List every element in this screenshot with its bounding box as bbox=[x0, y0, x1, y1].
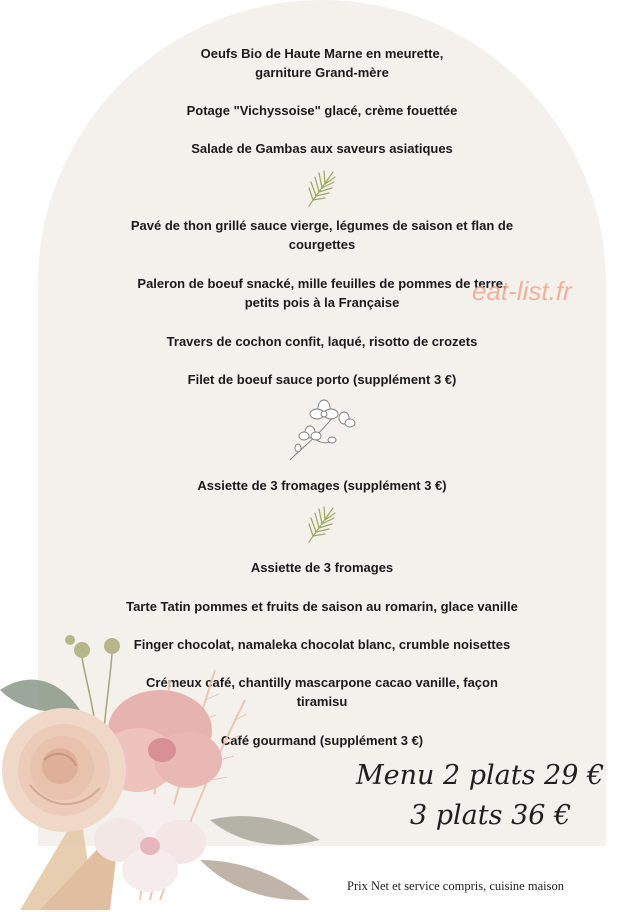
menu-item-line: Travers de cochon confit, laqué, risotto de crozets bbox=[166, 334, 478, 349]
menu-item bbox=[60, 139, 584, 158]
menu-item-line: courgettes bbox=[288, 237, 356, 252]
menu-item-line: Assiette de 3 fromages bbox=[250, 560, 394, 575]
palm-leaf-icon bbox=[303, 166, 339, 210]
menu-item-line: petits pois à la Française bbox=[244, 295, 400, 310]
menu-item-line: Café gourmand (supplément 3 €) bbox=[220, 733, 424, 748]
menu-item-line: Assiette de 3 fromages (supplément 3 €) bbox=[197, 478, 447, 493]
palm-leaf-icon bbox=[303, 502, 339, 546]
orchid-branch-icon bbox=[284, 396, 360, 464]
menu-item-line: Paleron de boeuf snacké, mille feuilles de pommes de terre, bbox=[137, 276, 507, 291]
menu-item-line: Oeufs Bio de Haute Marne en meurette, bbox=[200, 46, 444, 61]
footer-note: Prix Net et service compris, cuisine maison bbox=[347, 879, 564, 893]
floral-bouquet-illustration bbox=[0, 610, 340, 912]
menu-item bbox=[60, 101, 584, 120]
menu-item-line: Pavé de thon grillé sauce vierge, légumes de saison et flan de bbox=[130, 218, 514, 233]
menu-item-line: Salade de Gambas aux saveurs asiatiques bbox=[191, 141, 453, 156]
menu-item-line: Tarte Tatin pommes et fruits de saison au romarin, glace vanille bbox=[126, 599, 518, 614]
menu-item bbox=[60, 332, 584, 351]
menu-item-line: Potage "Vichyssoise" glacé, crème fouettée bbox=[186, 103, 458, 118]
menu-item bbox=[60, 44, 584, 82]
menu-item bbox=[60, 370, 584, 389]
price-line-3-plats: 3 plats 36 € bbox=[410, 800, 572, 831]
menu-item-line: Filet de boeuf sauce porto (supplément 3 €) bbox=[187, 372, 457, 387]
menu-item bbox=[60, 558, 584, 577]
menu-item-line: Finger chocolat, namaleka chocolat blanc, crumble noisettes bbox=[133, 637, 511, 652]
menu-item bbox=[60, 476, 584, 495]
menu-item-line: tiramisu bbox=[296, 694, 348, 709]
price-line-2-plats: Menu 2 plats 29 € bbox=[356, 760, 605, 791]
menu-item-line: Crémeux café, chantilly mascarpone cacao vanille, façon bbox=[146, 675, 498, 690]
watermark-text: eat-list.fr bbox=[472, 276, 572, 306]
menu-item-line: garniture Grand-mère bbox=[255, 65, 389, 80]
menu-item bbox=[60, 216, 584, 254]
